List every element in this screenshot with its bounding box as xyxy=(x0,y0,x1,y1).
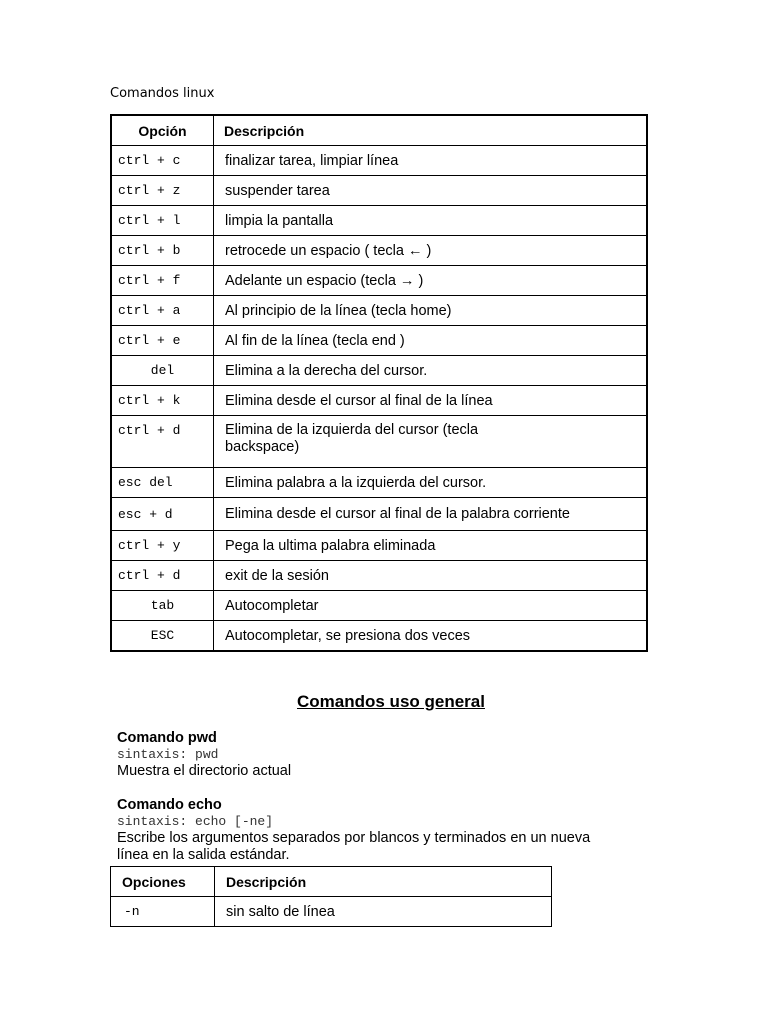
shortcut-description: finalizar tarea, limpiar línea xyxy=(214,146,648,176)
shortcut-key: ctrl + a xyxy=(111,296,214,326)
header-description: Descripción xyxy=(215,867,552,897)
table-row xyxy=(111,296,647,326)
shortcut-description: exit de la sesión xyxy=(214,561,648,591)
table-row xyxy=(111,326,647,356)
shortcut-description: limpia la pantalla xyxy=(214,206,648,236)
echo-syntax: sintaxis: echo [-ne] xyxy=(117,814,274,829)
header-options: Opciones xyxy=(111,867,215,897)
shortcut-description: Elimina de la izquierda del cursor (tecla backspace) xyxy=(214,416,648,468)
echo-options-table xyxy=(110,866,552,927)
table-row xyxy=(111,498,647,531)
table-row xyxy=(111,266,647,296)
shortcut-description: Al principio de la línea (tecla home) xyxy=(214,296,648,326)
table-row xyxy=(111,897,552,927)
shortcut-key: ctrl + c xyxy=(111,146,214,176)
table-row xyxy=(111,356,647,386)
shortcut-description: suspender tarea xyxy=(214,176,648,206)
pwd-heading: Comando pwd xyxy=(117,730,217,746)
shortcut-description: Autocompletar, se presiona dos veces xyxy=(214,621,648,652)
table-row xyxy=(111,561,647,591)
table-row xyxy=(111,206,647,236)
header-description: Descripción xyxy=(214,115,648,146)
pwd-description: Muestra el directorio actual xyxy=(117,763,292,779)
option-description: sin salto de línea xyxy=(215,897,552,927)
shortcut-key: ctrl + d xyxy=(111,561,214,591)
table-row xyxy=(111,176,647,206)
shortcut-description: Autocompletar xyxy=(214,591,648,621)
table-row xyxy=(111,531,647,561)
shortcut-description: Elimina a la derecha del cursor. xyxy=(214,356,648,386)
shortcut-description: Elimina palabra a la izquierda del cursor. xyxy=(214,468,648,498)
echo-command-block xyxy=(117,797,657,864)
shortcut-description: Al fin de la línea (tecla end ) xyxy=(214,326,648,356)
table-row xyxy=(111,146,647,176)
shortcut-key: esc + d xyxy=(111,498,214,531)
shortcut-key: ctrl + b xyxy=(111,236,214,266)
pwd-syntax: sintaxis: pwd xyxy=(117,747,219,762)
section-title: Comandos uso general xyxy=(297,692,485,711)
header-option: Opción xyxy=(111,115,214,146)
shortcut-description: retrocede un espacio ( tecla ← ) xyxy=(214,236,648,266)
table-header-row xyxy=(111,115,647,146)
shortcut-key: ctrl + z xyxy=(111,176,214,206)
pwd-command-block xyxy=(117,730,657,780)
shortcut-key: ctrl + d xyxy=(111,416,214,468)
shortcut-key: ctrl + y xyxy=(111,531,214,561)
shortcut-description: Elimina desde el cursor al final de la palabra corriente xyxy=(214,498,648,531)
table-row xyxy=(111,621,647,652)
table-header-row xyxy=(111,867,552,897)
shortcut-description: Pega la ultima palabra eliminada xyxy=(214,531,648,561)
shortcut-key: ESC xyxy=(111,621,214,652)
shortcut-key: esc del xyxy=(111,468,214,498)
shortcuts-table xyxy=(110,114,648,652)
page-title: Comandos linux xyxy=(110,86,215,101)
echo-description-line-1: Escribe los argumentos separados por blancos y terminados en un nueva xyxy=(117,830,591,846)
echo-heading: Comando echo xyxy=(117,797,222,813)
shortcut-key: ctrl + e xyxy=(111,326,214,356)
table-row xyxy=(111,591,647,621)
shortcut-description: Adelante un espacio (tecla → ) xyxy=(214,266,648,296)
table-row xyxy=(111,386,647,416)
option-key: -n xyxy=(111,897,215,927)
echo-description-line-2: línea en la salida estándar. xyxy=(117,847,290,863)
table-row xyxy=(111,416,647,468)
shortcut-description: Elimina desde el cursor al final de la línea xyxy=(214,386,648,416)
shortcut-key: ctrl + f xyxy=(111,266,214,296)
shortcut-key: tab xyxy=(111,591,214,621)
table-row xyxy=(111,236,647,266)
table-row xyxy=(111,468,647,498)
shortcut-key: ctrl + l xyxy=(111,206,214,236)
shortcut-key: ctrl + k xyxy=(111,386,214,416)
shortcut-key: del xyxy=(111,356,214,386)
